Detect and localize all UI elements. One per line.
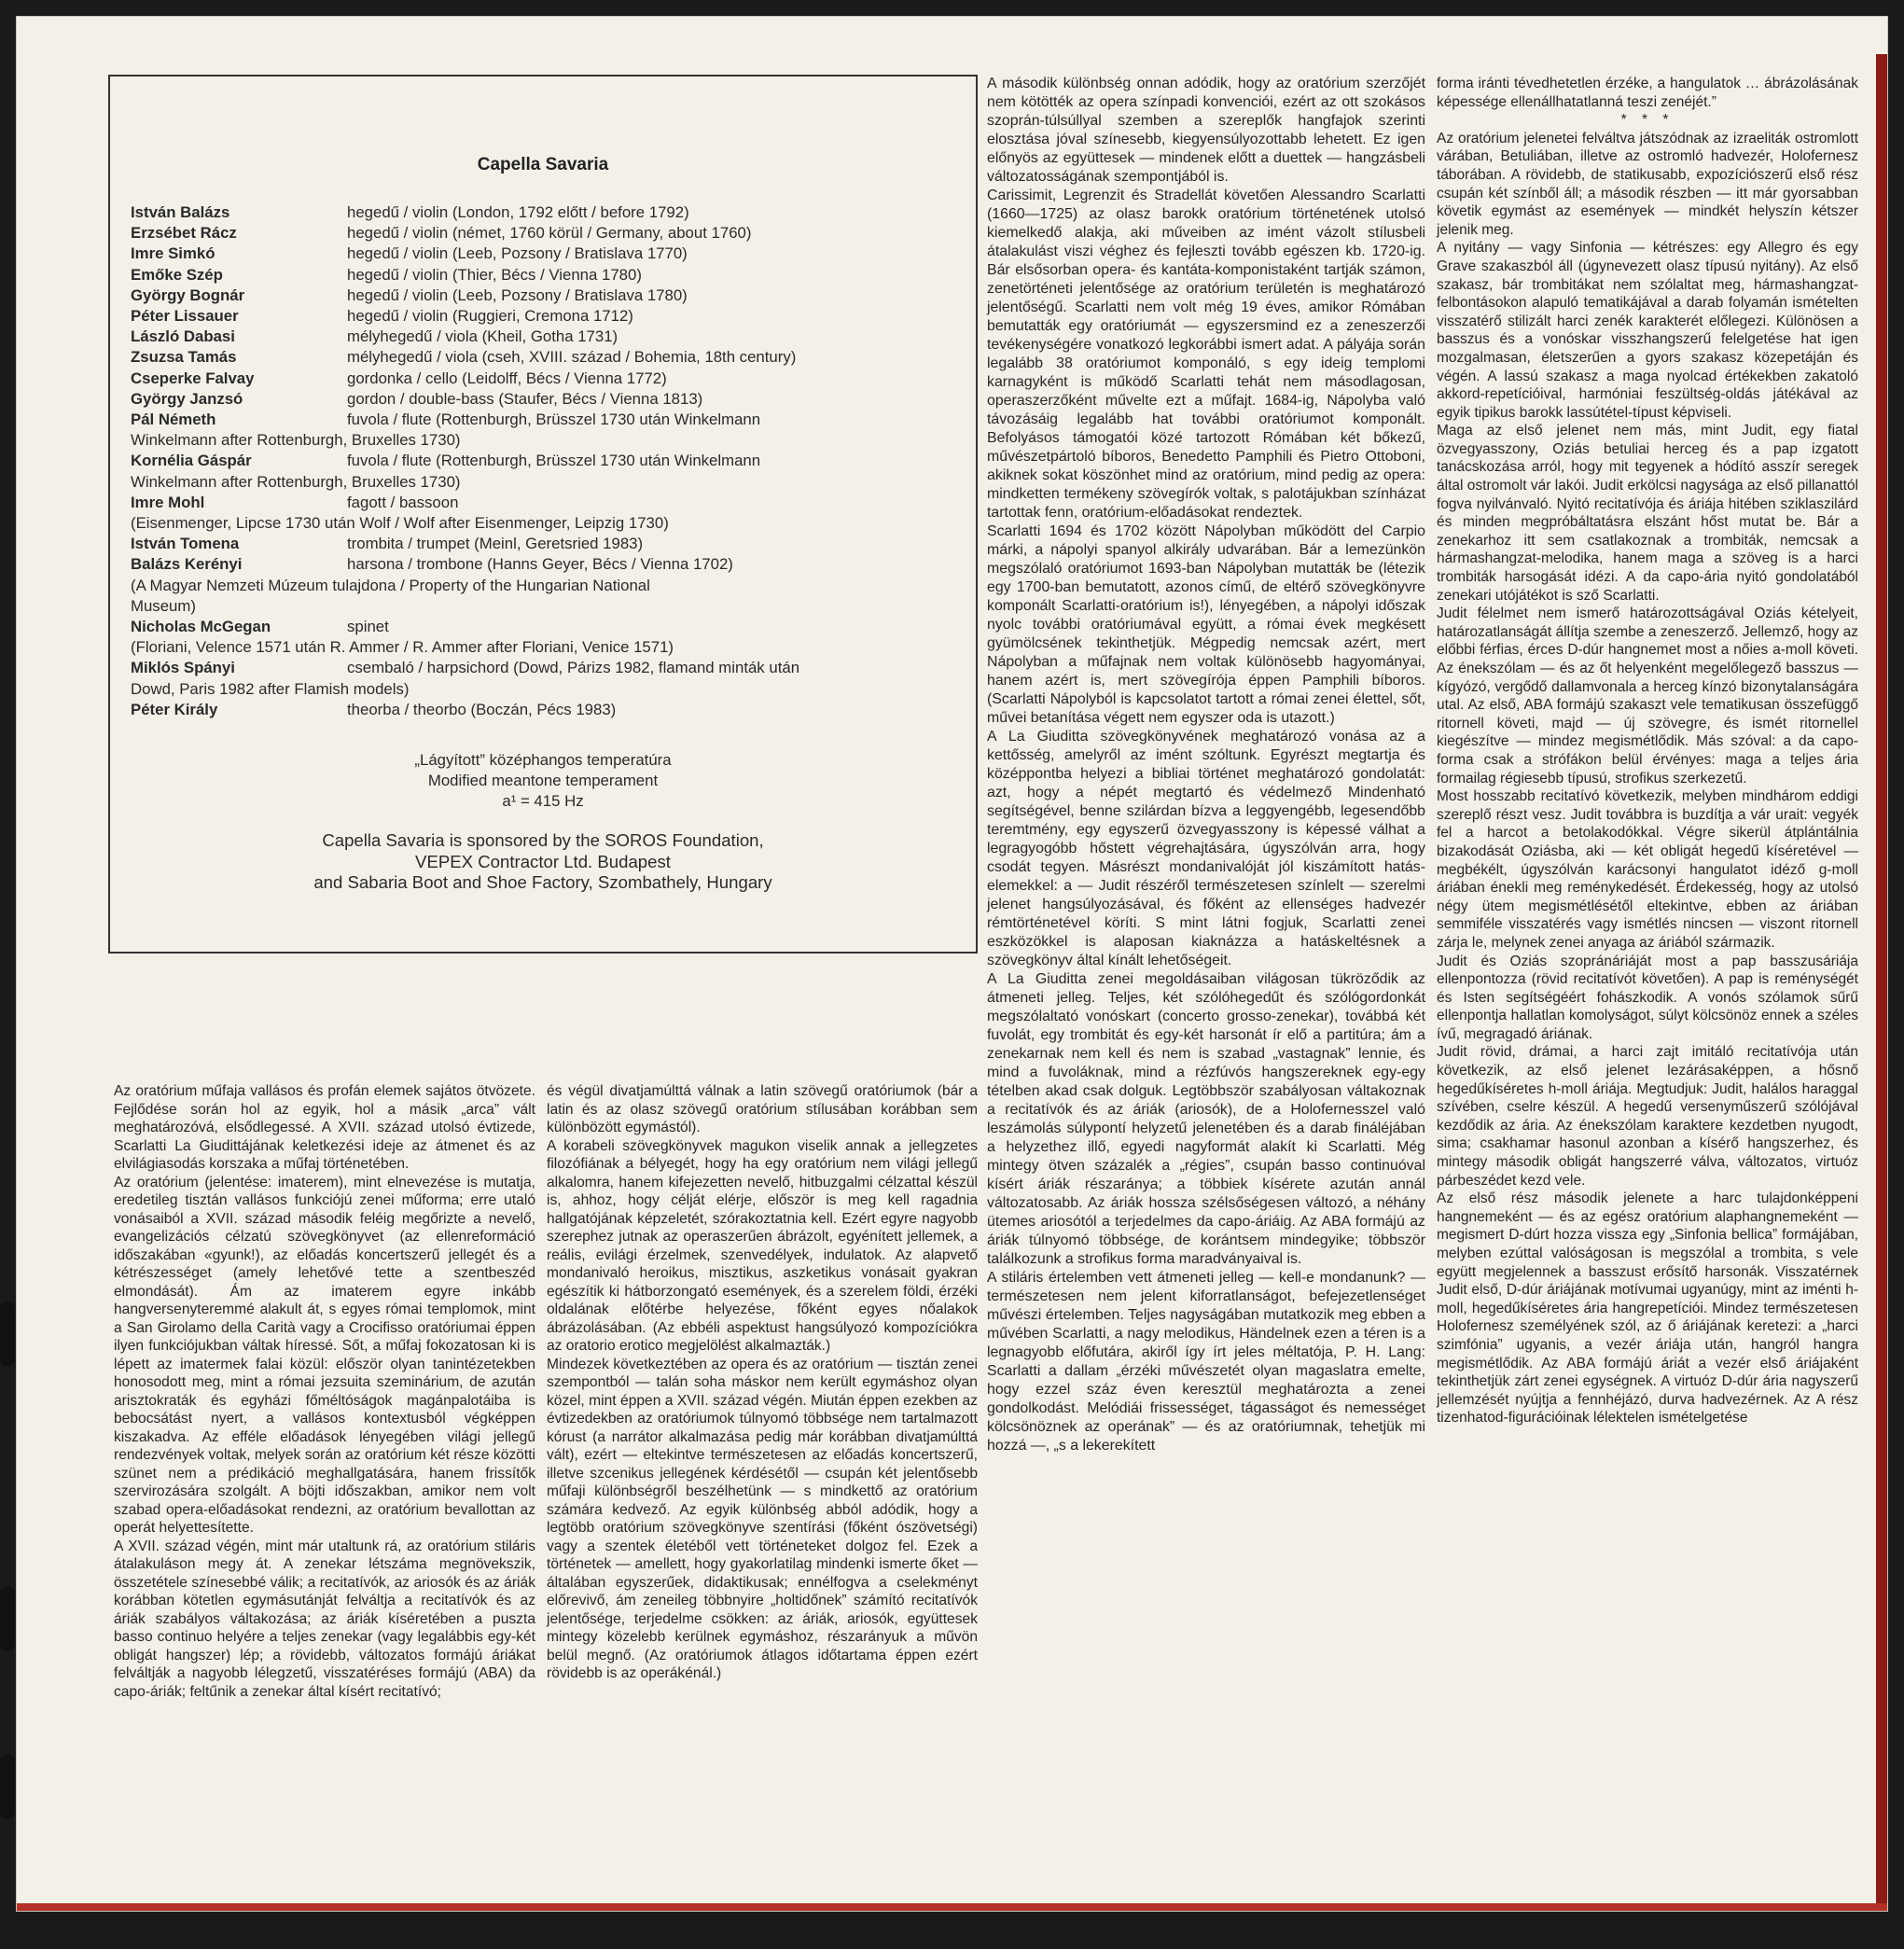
paragraph: Judit és Oziás szopránáriáját most a pap basszusáriája ellenpontozza (rövid recitatívót követően). A pap is reménységét és Isten segítségéért fohászkodik. A vonós szólamok sűrű ellenpontja hallatlan komolyságot, súlyt kölcsönöz ennek a széles ívű, megragadó áriának. xyxy=(1437,953,1858,1042)
paragraph: Az oratórium jelenetei felváltva játszódnak az izraeliták ostromlott várában, Betuliában, illetve az ostromló hadvezér, Holofernesz táborában. A rövidebb, de statikusabb, expozíciószerű első rész csupán két színből áll; a második részben — itt már gyorsabban követik egymást az események — mindkét helyszín kétszer jelenik meg. xyxy=(1437,130,1858,238)
instrument-description: theorba / theorbo (Boczán, Pécs 1983) xyxy=(347,700,617,718)
instrument-description: gordonka / cello (Leidolff, Bécs / Vienna 1772) xyxy=(347,369,667,387)
paragraph: Az oratórium (jelentése: imaterem), mint elnevezése is mutatja, eredetileg tisztán vallásos funkciójú zenei műforma; erre utaló vonásaiból a XVII. század második feléig megőrizte a nevelő, evangelizációs célzatú szövegkönyvet (az ellenreformáció időszakában «gyunk!), az előadás koncertszerű jellegét és a kétrészességet (amely lehetővé tette a szentbeszéd elmondását). Ám az imaterem egyre inkább hangversenyteremmé alakult át, s egyes római templomok, mint a San Girolamo della Carità vagy a Crocifisso oratóriumai éppen ilyen funkciójukban váltak híressé. Sőt, a műfaj fokozatosan ki is lépett az imatermek falai közül: először olyan tanintézetekben honosodott meg, mint a római jezsuita szeminárium, de azután arisztokraták és egyházi főméltóságok magánpalotáiba is bebocsátást nyert, a vallásos kontextusból végképpen kiszakadva. Az efféle előadások lényegében világi jellegű rendezvények voltak, melyek során az oratórium két része közötti szünet nem a prédikáció meghallgatására, hanem frissítők szervirozására szolgált. A böjti időszakban, amikor nem volt szabad opera-előadásokat rendezni, az oratórium bevallottan az operát helyettesítette. xyxy=(114,1174,535,1536)
musician-name: Nicholas McGegan xyxy=(131,618,271,636)
paragraph: Maga az első jelenet nem más, mint Judit, egy fiatal özvegyasszony, Oziás betuliai herceg és a pap izgatott tanácskozása arról, hogy mit tegyenek a hódító asszír seregek által ostromolt vár lakói. Judit erkölcsi nagysága az első pillanattól fogva nyilvánvaló. Nyitó recitatívója és áriája hitében sziklaszilárd és minden megpróbáltatásra elszánt hőst mutat be. Bár a zenekarhoz itt sem csatlakoznak a trombiták, nemcsak a hármashangzat-melodika, hanem maga a szöveg is a harci trombiták harsogását idézi. A da capo-ária nyitó gondolatából zenekari utójátékot is sző Scarlatti. xyxy=(1437,423,1858,604)
instrument-description: hegedű / violin (London, 1792 előtt / before 1792) xyxy=(347,203,689,221)
instrument-description-continued: Winkelmann after Rottenburgh, Bruxelles 1730) xyxy=(131,431,461,450)
paragraph: A korabeli szövegkönyvek magukon viselik annak a jellegzetes filozófiának a bélyegét, hogy ha egy oratórium nem világi jellegű alkalomra, hanem kifejezetten nevelő, hitbuzgalmi célzattal készül is, ahhoz, hogy célját elérje, először is meg kell ragadnia hallgatójának képzeletét, szórakoztatnia kell. Ezért egyre nagyobb szerephez jutnak az operaszerűen ábrázolt, egyénített jellemek, a reális, evilági érzelmek, szenvedélyek, indulatok. Az alapvető mondanivaló heroikus, misztikus, aszketikus vonásait gyakran egészítik ki hátborzongató események, és a szerelem földi, érzéki oldalának előtérbe helyezése, főként egyes nőalakok ábrázolásában. (Az ebbéli aspektust hangsúlyozó kompozíciókra az oratorio erotico megjelölést alkalmazták.) xyxy=(547,1137,978,1354)
musician-name: Péter Király xyxy=(131,700,218,718)
paragraph: A XVII. század végén, mint már utaltunk rá, az oratórium stiláris átalakuláson megy át. A zenekar létszáma megnövekszik, összetétele színesebbé válik; a recitatívók, az ariosók és az áriák korábban kötetlen egymásutánját felváltja a recitatívók és az áriák szabályos váltakozása; az áriák kíséretében a puszta basso continuo helyére a teljes zenekar (vagy legalábbis egy-két obligát hangszer) lép; a rövidebb, változatos formájú áriákat felváltják a nagyobb lélegzetű, visszatéréses formájú (ABA) da capo-áriák; feltűnik a zenekar által kísért recitatívó; xyxy=(114,1538,535,1700)
ensemble-title: Capella Savaria xyxy=(477,155,609,174)
credits-box xyxy=(108,75,978,954)
pitch-line: a¹ = 415 Hz xyxy=(502,792,584,810)
paragraph: Az első rész második jelenete a harc tulajdonképpeni hangnemeként — és az egész oratórium alaphangnemeként — megismert D-dúrt hozza vissza egy „Sinfonia bellica” formájában, melyben ezúttal valóságosan is megszólal a trombita, s vele együtt megjelennek a basszust erősítő harsonák. Visszatérnek Judit első, D-dúr áriájának motívumai ugyanúgy, mint az iménti h-moll, hegedűkíséretes ária hangrepetíciói. Mindez természetesen Holofernesz személyének szól, az ő áriájának keretezi: a „harci szimfónia” ugyanis, a vezér áriája után, hangról hangra megismétlődik. Az ABA formájú áriát a vezér első áriájaként tekinthetjük zárt zenei egységnek. A virtuóz D-dúr ária nagyszerű jellemzését nyújtja a fennhéjázó, durva hadvezérnek. Az A rész tizenhatod-figurációinak lélektelen ismételgetése xyxy=(1437,1190,1858,1427)
paragraph: Judit rövid, drámai, a harci zajt imitáló recitatívója után következik, az első jelenet lezárásaképpen, a hősnő hegedűkíséretes h-moll áriája. Megtudjuk: Judit, halálos haraggal szívében, cselre készül. A hegedű versenyműszerű szólójával kezdődik az ária. Az énekszólam karaktere kezdetben nyugodt, sima; csakhamar hasonul azonban a kísérő hangszerhez, és mintegy második obligát hangszerré válva, változatos, virtuóz párbeszédet kezd vele. xyxy=(1437,1044,1858,1189)
instrument-description: gordon / double-bass (Staufer, Bécs / Vienna 1813) xyxy=(347,389,703,408)
musician-name: Imre Mohl xyxy=(131,493,205,511)
roster-row xyxy=(131,285,970,306)
musician-name: György Bognár xyxy=(131,285,245,304)
instrument-description: csembaló / harpsichord (Dowd, Párizs 1982, flamand minták után xyxy=(347,659,800,677)
instrument-description: trombita / trumpet (Meinl, Geretsried 1983) xyxy=(347,535,644,553)
sponsor-line: VEPEX Contractor Ltd. Budapest xyxy=(415,851,671,871)
liner-notes-sheet xyxy=(17,17,1887,1911)
roster-row xyxy=(131,347,970,368)
instrument-description-continued: Winkelmann after Rottenburgh, Bruxelles 1730) xyxy=(131,472,461,491)
roster-row xyxy=(131,493,970,513)
musician-name: István Balázs xyxy=(131,203,230,221)
roster-row xyxy=(131,244,970,264)
roster-row xyxy=(131,327,970,347)
instrument-description: fuvola / flute (Rottenburgh, Brüsszel 1730 után Winkelmann xyxy=(347,452,761,470)
text-column-1 xyxy=(114,1082,535,1701)
paragraph: Most hosszabb recitatívó következik, melyben mindhárom eddigi szereplő részt vesz. Judit továbbra is buzdítja a vár urait: vegyék fel a harcot a betolakodókkal. Végre sikerül átplántálnia bizakodását Oziásba, aki — két obligát hegedű kíséretével — megbékélt, úgyszólván karácsonyi hangulatot idéző g-moll áriában énekli meg reménykedését. Érdekesség, hogy az utolsó négy ütem megismétlésétől eltekintve, ebben az áriában semmiféle visszatérés vagy ismétlés nincsen — viszont ritornell zárja le, melynek zenei anyaga az áriából származik. xyxy=(1437,788,1858,951)
paragraph: Mindezek következtében az opera és az oratórium — tisztán zenei szempontból — talán soha máskor nem került egymáshoz olyan közel, mint éppen a XVII. század végén. Miután éppen ezekben az évtizedekben az oratóriumok túlnyomó többsége nem tartalmazott kórust (a narrátor alkalmazása pedig már korábban divatjamúlttá vált), ezért — eltekintve természetesen az előadás koncertszerű, illetve szcenikus jellegének kérdésétől — csupán két jelentősebb műfaji különbségről beszélhetünk — s mindkettő az oratórium számára kedvező. Az egyik különbség abból adódik, hogy a legtöbb oratórium szövegkönyve szentírási (főként ószövetségi) vagy a szentek életéből vett történeteket dolgoz fel. Ezek a történetek — amellett, hogy gyakorlatilag mindenki ismerte őket — általában egyszerűek, didaktikusak; ennélfogva a cselekményt előrevivő, ám zeneileg többnyire „holtidőnek” számító recitatívók jelentősége, terjedelme csökken: az áriák, ariosók, együttesek mintegy közelebb kerülnek egymáshoz, részarányuk a művön belül megnő. (Az oratóriumok átlagos időtartama éppen ezért rövidebb is az operákénál.) xyxy=(547,1356,978,1681)
instrument-description: hegedű / violin (Ruggieri, Cremona 1712) xyxy=(347,307,633,326)
roster-row xyxy=(131,306,970,327)
instrument-description-continued: Dowd, Paris 1982 after Flamish models) xyxy=(131,679,410,698)
musician-name: Emőke Szép xyxy=(131,265,223,284)
musician-name: Balázs Kerényi xyxy=(131,555,243,574)
musician-name: Kornélia Gáspár xyxy=(131,452,252,470)
paragraph: Az oratórium műfaja vallásos és profán elemek sajátos ötvözete. Fejlődése során hol az egyik, hol a másik „arca” vált meghatározóvá, elsődlegessé. A XVII. század utolsó évtizede, Scarlatti La Giudittájának keletkezési ideje az átmenet és az elvilágiasodás korszaka a műfaj történetében. xyxy=(114,1083,535,1172)
instrument-description: harsona / trombone (Hanns Geyer, Bécs / Vienna 1702) xyxy=(347,555,733,574)
roster-row xyxy=(131,410,970,430)
roster-row xyxy=(131,534,970,554)
paragraph: Carissimit, Legrenzit és Stradellát követően Alessandro Scarlatti (1660—1725) az olasz barokk oratórium történetének utolsó kiemelkedő alakja, aki műveiben az imént vázolt stílusbeli átalakulást viszi véghez és fejleszti tovább egészen kb. 1720-ig. Bár elsősorban opera- és kantáta-komponistaként tartják számon, zenetörténeti jelentősége az oratórium területén is meghatározó jelentőségű. Scarlatti nem volt még 19 éves, amikor Rómában bemutatták egy oratóriumát — egyszersmind ez a zeneszerzői tevékenységére vonatkozó legkorábbi ismert adat. A pályája során legalább 38 oratóriumot komponáló, s egy ideig templomi karnagyként is működő Scarlatti tehát nem másodlagosan, operaszerzőként művelte ezt a műfajt. 1684-ig, Nápolyba való távozásáig legalább hat további oratóriumot komponált. Befolyásos támogatói közé tartozott Rómában két bőkezű, művészetpártoló bíboros, Benedetto Pamphili és Pietro Ottoboni, akiknek sokat köszönhet mind az oratórium, mind pedig az opera: mindketten termékeny szövegírók voltak, s palotájukban színházat tartottak fenn, oratórium-előadásokat rendeztek. xyxy=(987,188,1425,521)
musician-name: Imre Simkó xyxy=(131,244,215,263)
roster-row xyxy=(131,658,970,678)
paragraph: * * * xyxy=(1620,112,1675,129)
roster-row xyxy=(131,265,970,285)
paragraph: forma iránti tévedhetetlen érzéke, a hangulatok … ábrázolásának képessége ellenállhatatlanná teszi zenéjét.” xyxy=(1437,76,1858,110)
paragraph: Scarlatti 1694 és 1702 között Nápolyban működött del Carpio márki, a nápolyi spanyol alkirály udvarában. Bár a lemezünkön megszólaló oratóriumot 1693-ban Nápolyban mutatták be (létezik egy 1700-ban bemutatott, azonos című, de eltérő szövegkönyvre komponált Scarlatti-oratórium is!), lényegében, a nápolyi időszak nyolc további oratóriumával együtt, a római évek megkésett gyümölcsének tekinthetjük. Mégpedig nemcsak azért, mert Nápolyban a műfajnak nem voltak különösebb hagyományai, hanem azért is, mert szövegírója éppen Pamphili bíboros. (Scarlatti Nápolyból is kapcsolatot tartott a római zenei élettel, sőt, művei betanítása végett nem egyszer oda is utazott.) xyxy=(987,523,1425,726)
instrument-description: hegedű / violin (Leeb, Pozsony / Bratislava 1780) xyxy=(347,285,688,304)
temperament-line: „Lágyított” középhangos temperatúra xyxy=(414,751,672,769)
musician-name: István Tomena xyxy=(131,535,240,553)
musician-name: Miklós Spányi xyxy=(131,659,235,677)
roster-row xyxy=(131,451,970,471)
text-column-2 xyxy=(547,1082,978,1683)
roster-row xyxy=(131,700,970,720)
instrument-description-continued: (Floriani, Velence 1571 után R. Ammer / R. Ammer after Floriani, Venice 1571) xyxy=(131,638,674,657)
roster-row xyxy=(131,389,970,410)
musician-name: Péter Lissauer xyxy=(131,307,239,326)
sponsor-line: Capella Savaria is sponsored by the SOROS Foundation, xyxy=(322,830,764,850)
instrument-description: hegedű / violin (Thier, Bécs / Vienna 1780) xyxy=(347,265,642,284)
paragraph: A stiláris értelemben vett átmeneti jelleg — kell-e mondanunk? — természetesen nem jelent kiforratlanságot, befejezetlenséget művészi értelemben. Teljes nagyságában mutatkozik meg ebben a művében Scarlatti, a nagy melodikus, Händelnek ezen a téren is a legnagyobb előfutára, akiről így írt jeles méltatója, P. H. Lang: Scarlatti a dallam „érzéki művészetét olyan magaslatra emelte, hogy ezzel száz éven keresztül meghatározta a zenei gondolkodást. Melódiái frissességet, tágasságot és nemességet kölcsönöznek az operának” — és az oratóriumnak, tehetjük mi hozzá —, „s a lekerekített xyxy=(987,1270,1425,1454)
musician-name: Cseperke Falvay xyxy=(131,369,255,387)
roster-row xyxy=(131,554,970,575)
sponsor-note xyxy=(110,830,976,894)
instrument-description: mélyhegedű / viola (Kheil, Gotha 1731) xyxy=(347,327,618,346)
roster-row xyxy=(131,369,970,389)
paragraph: Judit félelmet nem ismerő határozottságával Oziás kételyeit, határozatlanságát állítja szembe a zeneszerző. Jellemző, hogy az előbbi férfias, érces D-dúr hangnemet most a nőies a-moll követi. Az énekszólam — és az őt helyenként megelőlegező basszus — kígyózó, vergődő dallamvonala a herceg kínzó bizonytalanságára utal. Az első, ABA formájú szakaszt vele tematikusan összefüggő ritornell követi, majd — új szövegre, és ismét ritornellel kiegészítve — mindez megismétlődik. Más szóval: a da capo-forma csak a strófákon belül érvényes: maga a teljes ária formailag régiesebb típusú, strofikus szerkezetű. xyxy=(1437,606,1858,787)
roster-row xyxy=(131,223,970,244)
roster-row xyxy=(131,202,970,223)
paragraph: A második különbség onnan adódik, hogy az oratórium szerzőjét nem kötötték az opera színpadi konvenciói, ezért az ott szokásos szoprán-túlsúllyal szemben a szereplők hangfajok szerinti elosztása jóval színesebb, kiegyensúlyozottabb lehetett. Ez igen előnyös az együttesek — mindenek előtt a duettek — hangzásbeli változatosságának szempontjából is. xyxy=(987,76,1425,185)
roster-list xyxy=(131,202,970,720)
paragraph: A nyitány — vagy Sinfonia — kétrészes: egy Allegro és egy Grave szakaszból áll (úgynevezett olasz típusú nyitány). Az első szakasz, bár trombitákat nem szólaltat meg, hármashangzat-felbontásokon alapuló tematikájával a darab folyamán ismételten visszatérő stilizált harci zenék karakterét előlegezi. Különösen a basszus és a vonóskar visszhangszerű felelgetése hat igen mozgalmasan, életszerűen a gyors szakasz közepetáján és végén. A lassú szakasz a maga nyolcad értékekben zakatoló akkord-repetícióival, harmóniai feszültség-oldás játékával az egyik tipikus barokk lassútétel-típust képviseli. xyxy=(1437,240,1858,421)
musician-name: Zsuzsa Tamás xyxy=(131,348,237,367)
sleeve-edge xyxy=(1876,54,1887,1903)
paragraph: A La Giuditta szövegkönyvének meghatározó vonása az a kettősség, amelyről az imént szóltunk. Egyrészt megtartja és középpontba helyezi a bibliai történet meghatározó gondolatát: azt, hogy a népét megtartó és védelmező Mindenható segítségével, benne szilárdan bízva a leggyengébb, legesendőbb teremtmény, egy egyszerű özvegyasszony is képessé válhat a legragyogóbb hőstett végrehajtására, úgyszólván arra, hogy csodát tegyen. Másrészt mondanivalóját jól kiszámított hatás-elemekkel: a — Judit részéről természetesen színlelt — szerelmi jelenet hangsúlyozásával, és főként az ellenséges hadvezér rémtörténetével köríti. S mint látni fogjuk, Scarlatti zenei eszközökkel is alaposan kiaknázza a hatáskeltésnek a szövegkönyv által kínált lehetőségeit. xyxy=(987,729,1425,968)
paragraph: A La Giuditta zenei megoldásaiban világosan tükröződik az átmeneti jelleg. Teljes, két szólóhegedűt és szólógordonkát megszólaltató vonóskart (concerto grosso-zenekar), továbbá két fuvolát, egy trombitát és egy-két harsonát ír elő a partitúra; ám a zenekarnak nem kell és nem is szabad „vastagnak” lennie, és mind a fuvoláknak, mind a rézfúvós hangszereknek egy-egy tételben akad csak dolguk. Legtöbbször szabályosan váltakoznak a recitatívók és az áriák (ariosók), de a Holofernesszel való leszámolás súlypontí helyzetű jelenetében és a darab fináléjában a helyzethez illő, egyedi nagyformát alakít ki Scarlatti. Még mintegy ötven százalék a „régies”, csupán basso continuóval kísért áriák részaránya; a többiek kísérete azután annál változatosabb. Az áriák hossza szélsőségesen változó, a néhány ütemes ariosótól a terjedelmes da capo-áriáig. Az ABA formájú az áriák túlnyomó többsége, de korántsem mindegyike; többször találkozunk a strofikus forma maradványaival is. xyxy=(987,971,1425,1267)
instrument-description: fuvola / flute (Rottenburgh, Brüsszel 1730 után Winkelmann xyxy=(347,411,761,429)
shadow-spot xyxy=(0,1586,15,1651)
sponsor-line: and Sabaria Boot and Shoe Factory, Szombathely, Hungary xyxy=(313,872,772,893)
roster-row xyxy=(131,617,970,637)
instrument-description: hegedű / violin (Leeb, Pozsony / Bratislava 1770) xyxy=(347,244,688,263)
musician-name: György Janzsó xyxy=(131,389,243,408)
musician-name: László Dabasi xyxy=(131,327,235,346)
temperament-line: Modified meantone temperament xyxy=(427,772,659,789)
shadow-spot xyxy=(0,1754,15,1819)
musician-name: Erzsébet Rácz xyxy=(131,224,237,243)
instrument-description-continued: Museum) xyxy=(131,596,196,615)
instrument-description: hegedű / violin (német, 1760 körül / Germany, about 1760) xyxy=(347,224,752,243)
temperament-note xyxy=(110,750,976,812)
sleeve-bottom-edge xyxy=(17,1903,1887,1911)
instrument-description-continued: (Eisenmenger, Lipcse 1730 után Wolf / Wolf after Eisenmenger, Leipzig 1730) xyxy=(131,514,669,533)
instrument-description: fagott / bassoon xyxy=(347,493,459,511)
musician-name: Pál Németh xyxy=(131,411,216,429)
paragraph: és végül divatjamúlttá válnak a latin szövegű oratóriumok (bár a latin és az olasz szövegű oratórium stílusában korábban sem különbözött egymástól). xyxy=(547,1083,978,1135)
text-column-3 xyxy=(987,75,1425,1455)
shadow-spot xyxy=(0,1302,15,1367)
instrument-description: mélyhegedű / viola (cseh, XVIII. század / Bohemia, 18th century) xyxy=(347,348,797,367)
text-column-4 xyxy=(1437,75,1858,1427)
instrument-description: spinet xyxy=(347,618,389,636)
instrument-description-continued: (A Magyar Nemzeti Múzeum tulajdona / Property of the Hungarian National xyxy=(131,576,650,594)
